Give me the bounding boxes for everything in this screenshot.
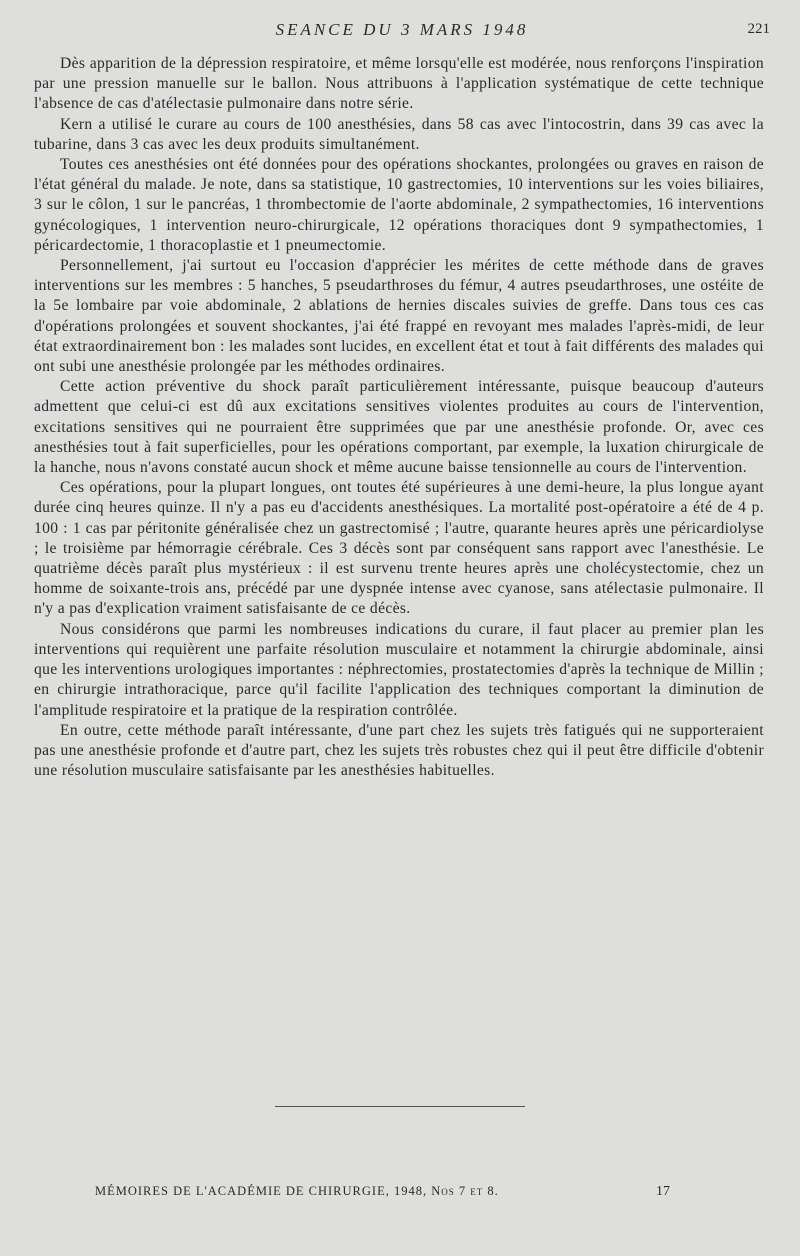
footer-reference: MÉMOIRES DE L'ACADÉMIE DE CHIRURGIE, 1948, Nos 7 et 8. xyxy=(95,1184,499,1198)
paragraph: Toutes ces anesthésies ont été données pour des opérations shockantes, prolongées ou graves en raison de l'état général du malade. Je note, dans sa statistique, 10 gastrectomies, 10 interventions sur les voies biliaires, 3 sur le côlon, 1 sur le pancréas, 1 thrombectomie de l'aorte abdominale, 2 sympathectomies, 16 interventions gynécologiques, 1 intervention neuro-chirurgicale, 12 opérations thoraciques dont 9 sympathectomies, 1 péricardectomie, 1 thoracoplastie et 1 pneumectomie. xyxy=(34,156,764,254)
paragraph: Personnellement, j'ai surtout eu l'occasion d'apprécier les mérites de cette méthode dans de graves interventions sur les membres : 5 hanches, 5 pseudarthroses du fémur, 4 autres pseudarthroses, une ostéite de la 5e lombaire par voie abdominale, 2 ablations de hernies discales suivies de greffe. Dans tous ces cas d'opérations prolongées et souvent shockantes, j'ai été frappé en revoyant mes malades l'après-midi, de leur état extraordinairement bon : les malades sont lucides, en excellent état et tout à fait différents des malades qui ont subi une anesthésie prolongée par les méthodes ordinaires. xyxy=(34,257,764,376)
running-header xyxy=(34,18,770,46)
paragraph: Nous considérons que parmi les nombreuses indications du curare, il faut placer au premier plan les interventions qui requièrent une parfaite résolution musculaire et notamment la chirurgie abdominale, ainsi que les interventions urologiques importantes : néphrectomies, prostatectomies d'après la technique de Millin ; en chirurgie intrathoracique, parce qu'il facilite l'application des techniques comportant la diminution de l'amplitude respiratoire et la pratique de la respiration contrôlée. xyxy=(34,620,764,719)
end-divider xyxy=(275,1106,525,1107)
paragraph: Ces opérations, pour la plupart longues, ont toutes été supérieures à une demi-heure, la plus longue ayant durée cinq heures quinze. Il n'y a pas eu d'accidents anesthésiques. La mortalité post-opératoire a été de 4 p. 100 : 1 cas par péritonite généralisée chez un gastrectomisé ; l'autre, quarante heures après une péricardiolyse ; le troisième par hémorragie cérébrale. Ces 3 décès sont par conséquent sans rapport avec l'anesthésie. Le quatrième décès paraît plus mystérieux : il est survenu trente heures après une cholécystectomie, chez un homme de soixante-trois ans, précédé par une dyspnée intense avec cyanose, sans atélectasie pulmonaire. Il n'y a pas d'explication vraiment satisfaisante de ce décès. xyxy=(34,479,764,618)
header-title: SEANCE DU 3 MARS 1948 xyxy=(275,20,529,39)
body-text xyxy=(34,54,764,781)
page-number: 221 xyxy=(747,21,770,37)
page-footer xyxy=(95,1184,670,1206)
paragraph: Dès apparition de la dépression respiratoire, et même lorsqu'elle est modérée, nous renforçons l'inspiration par une pression manuelle sur le ballon. Nous attribuons à l'application systématique de cette technique l'absence de cas d'atélectasie pulmonaire dans notre série. xyxy=(34,55,764,113)
paragraph: Kern a utilisé le curare au cours de 100 anesthésies, dans 58 cas avec l'intocostrin, dans 39 cas avec la tubarine, dans 3 cas avec les deux produits simultanément. xyxy=(34,115,764,153)
paragraph: En outre, cette méthode paraît intéressante, d'une part chez les sujets très fatigués qui ne supporteraient pas une anesthésie profonde et d'autre part, chez les sujets très robustes chez qui il peut être difficile d'obtenir une résolution musculaire satisfaisante par les anesthésies habituelles. xyxy=(34,721,764,780)
signature-mark: 17 xyxy=(656,1184,670,1199)
paragraph: Cette action préventive du shock paraît particulièrement intéressante, puisque beaucoup d'auteurs admettent que celui-ci est dû aux excitations sensitives violentes produites au cours de l'intervention, excitations sensitives qui ne pourraient être supprimées que par une anesthésie profonde. Or, avec ces anesthésies tout à fait superficielles, pour les opérations comportant, par exemple, la luxation chirurgicale de la hanche, nous n'avons constaté aucun shock et même aucune baisse tensionnelle au cours de l'intervention. xyxy=(34,378,764,477)
